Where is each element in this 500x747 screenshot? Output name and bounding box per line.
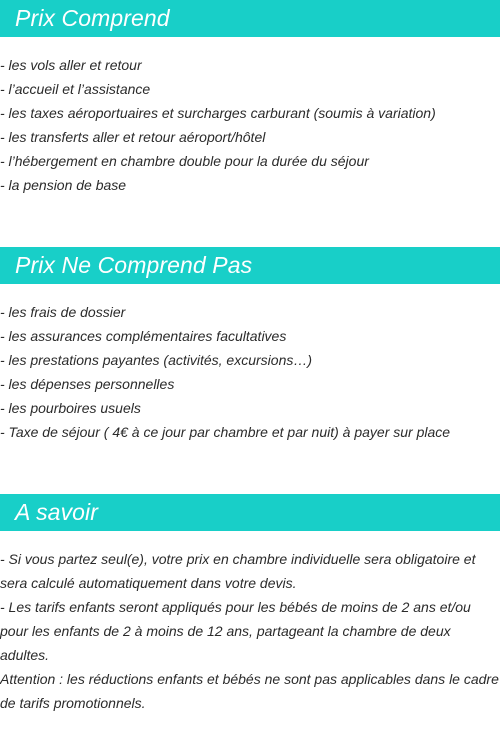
info-paragraphs bbox=[0, 547, 500, 715]
excluded-list bbox=[0, 300, 500, 444]
list-item: - Taxe de séjour ( 4€ à ce jour par chambre et par nuit) à payer sur place bbox=[0, 424, 451, 440]
info-paragraph: - Les tarifs enfants seront appliqués pour les bébés de moins de 2 ans et/ou pour les enfants de 2 à moins de 12 ans, partageant la chambre de deux adultes. bbox=[0, 599, 471, 663]
section-title-prix-ne-comprend-pas: Prix Ne Comprend Pas bbox=[15, 252, 253, 278]
section-title-a-savoir: A savoir bbox=[15, 499, 99, 525]
list-item: - les dépenses personnelles bbox=[0, 376, 175, 392]
list-item: - les prestations payantes (activités, excursions…) bbox=[0, 352, 313, 368]
list-item: - les transferts aller et retour aéroport/hôtel bbox=[0, 129, 266, 145]
info-paragraph: Attention : les réductions enfants et bébés ne sont pas applicables dans le cadre de tarifs promotionnels. bbox=[0, 671, 499, 711]
list-item: - la pension de base bbox=[0, 177, 127, 193]
list-item: - les assurances complémentaires facultatives bbox=[0, 328, 287, 344]
list-item: - les vols aller et retour bbox=[0, 57, 142, 73]
list-item: - l’hébergement en chambre double pour la durée du séjour bbox=[0, 153, 369, 169]
section-header-bar bbox=[0, 0, 500, 37]
section-header-bar bbox=[0, 494, 500, 531]
info-paragraph: - Si vous partez seul(e), votre prix en chambre individuelle sera obligatoire et sera calculé automatiquement dans votre devis. bbox=[0, 551, 476, 591]
list-item: - les pourboires usuels bbox=[0, 400, 141, 416]
section-prix-comprend bbox=[0, 0, 500, 197]
section-a-savoir bbox=[0, 494, 500, 715]
section-title-prix-comprend: Prix Comprend bbox=[15, 5, 170, 31]
included-list bbox=[0, 53, 500, 197]
list-item: - les frais de dossier bbox=[0, 304, 126, 320]
section-prix-ne-comprend-pas bbox=[0, 247, 500, 444]
list-item: - l’accueil et l’assistance bbox=[0, 81, 151, 97]
section-header-bar bbox=[0, 247, 500, 284]
list-item: - les taxes aéroportuaires et surcharges carburant (soumis à variation) bbox=[0, 105, 436, 121]
